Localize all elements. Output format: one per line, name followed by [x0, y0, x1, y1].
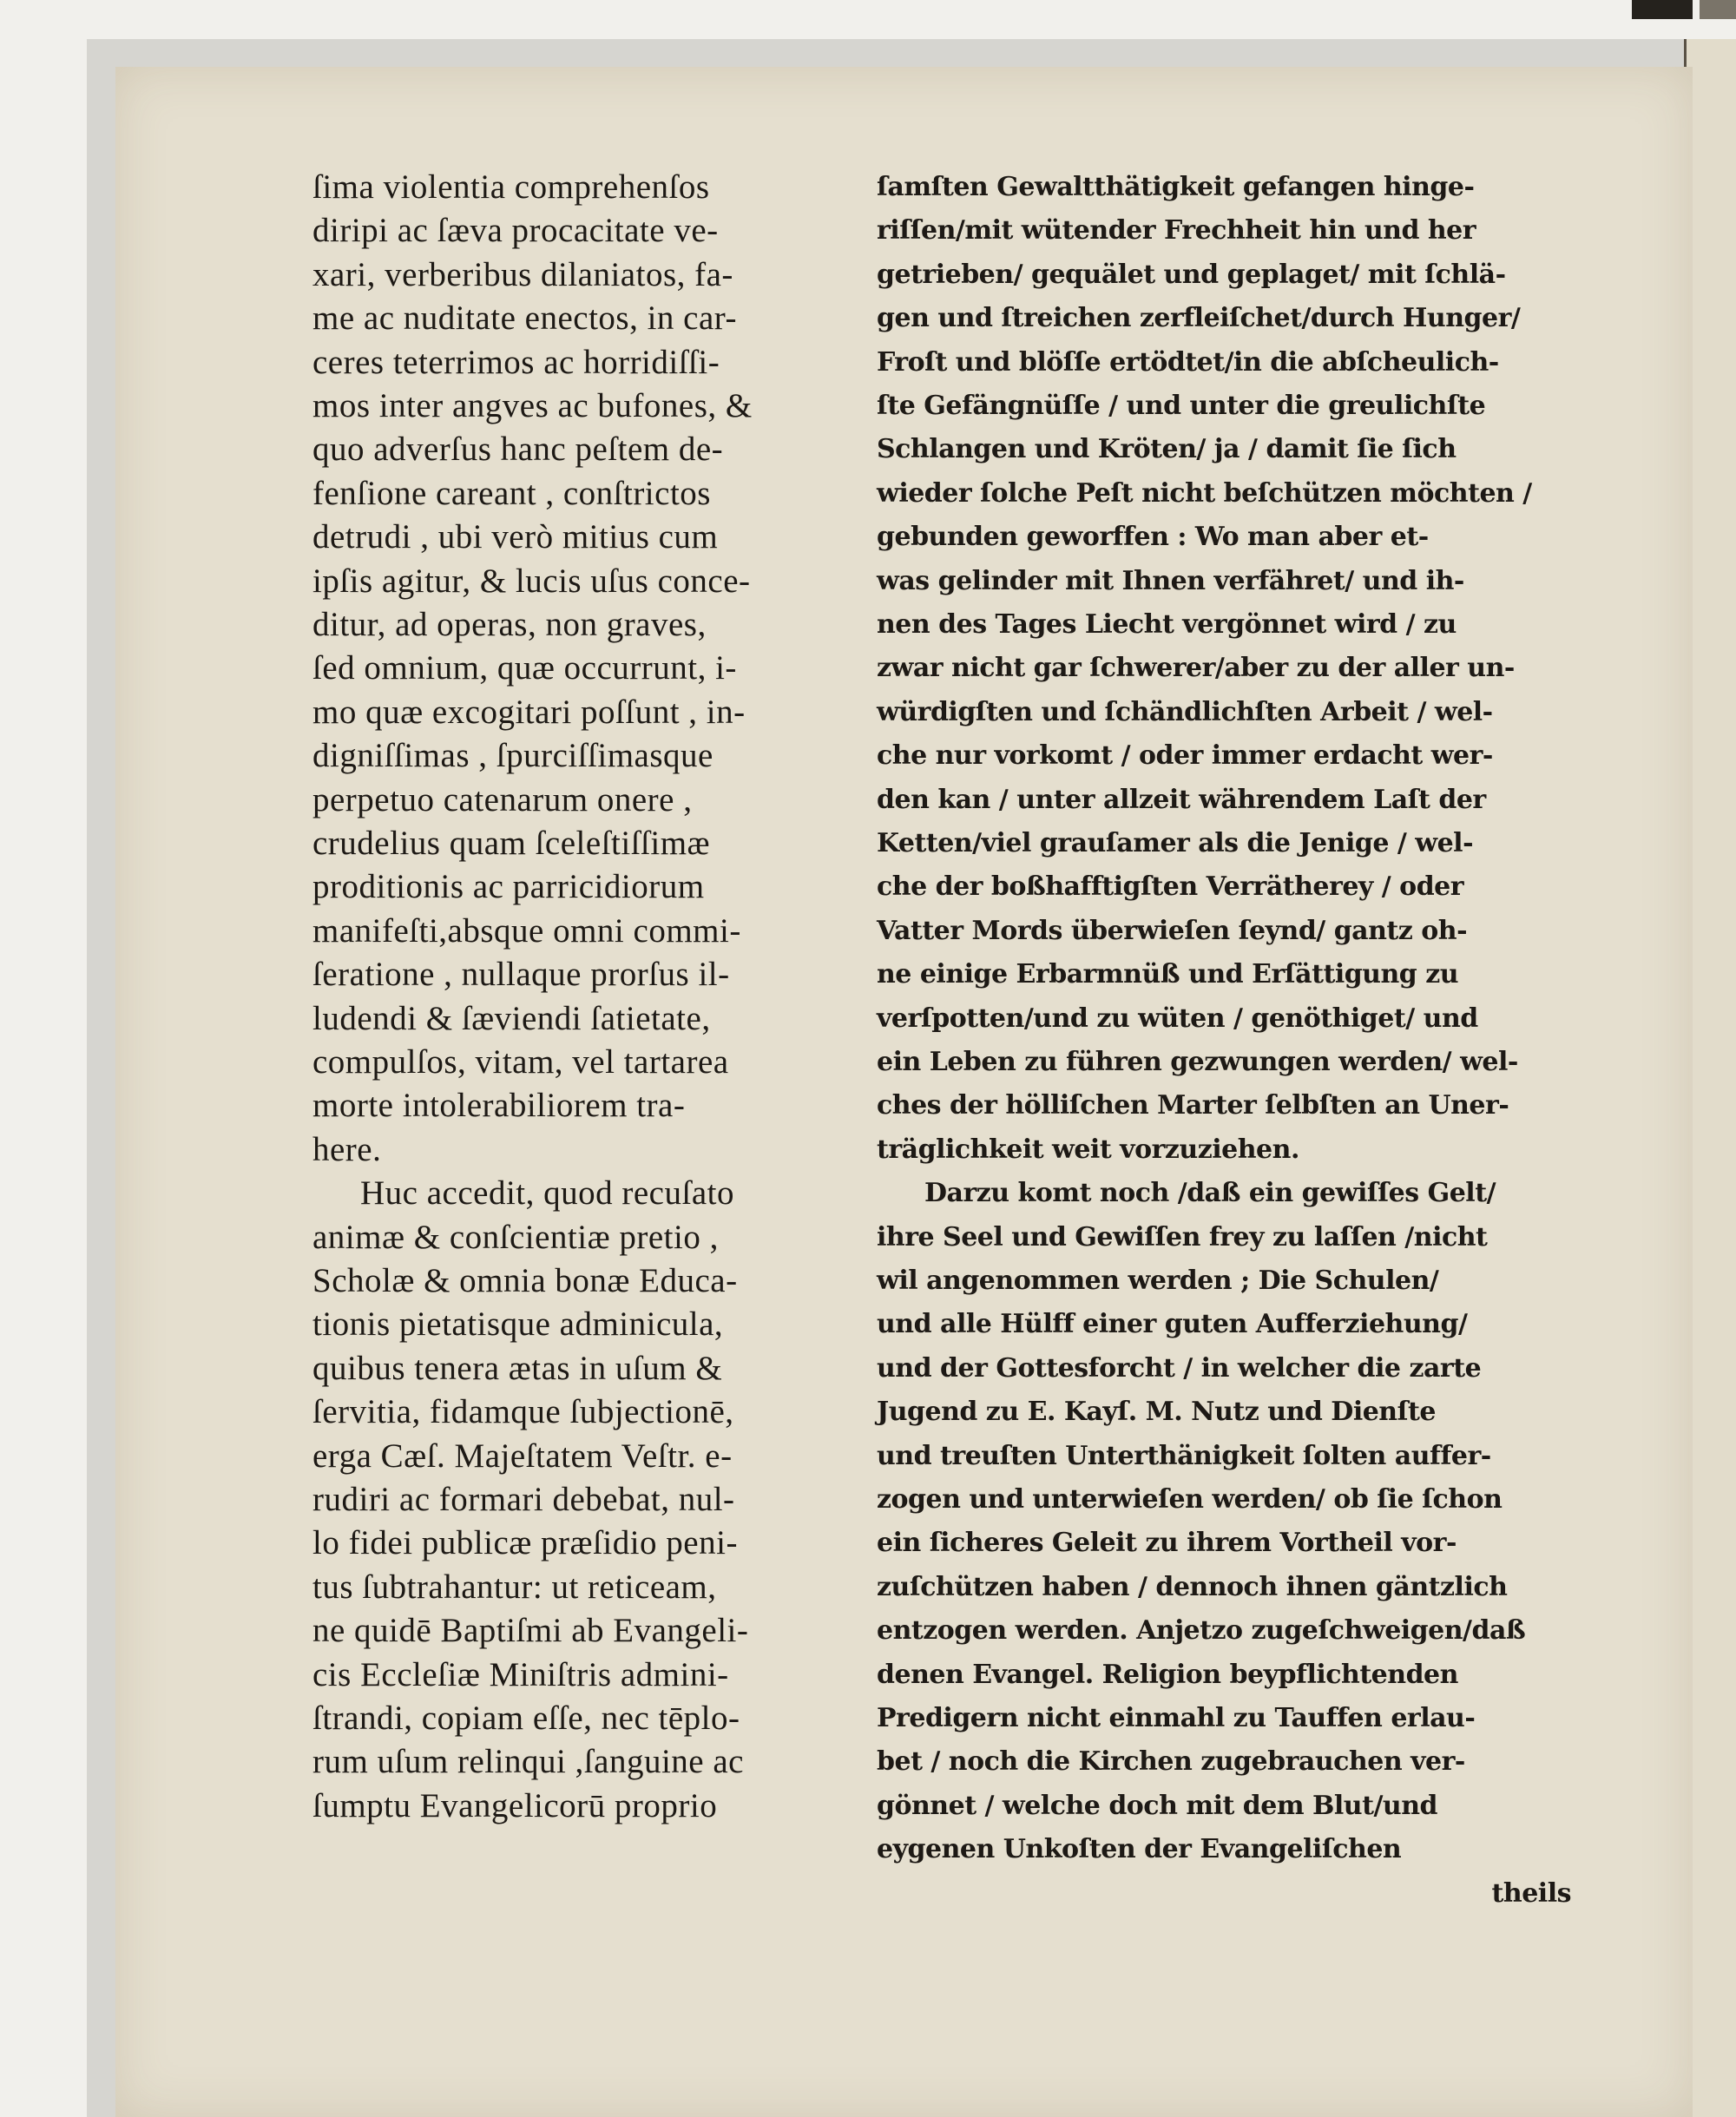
text-line: morte intolerabiliorem tra-: [312, 1087, 686, 1125]
text-line: eygenen Unkoſten der Evangeliſchen: [877, 1834, 1402, 1865]
text-line: here.: [312, 1130, 382, 1168]
text-line: zuſchützen haben / dennoch ihnen gäntzlich: [877, 1571, 1508, 1602]
text-line: und alle Hülff einer guten Aufferziehung/: [877, 1309, 1468, 1340]
text-line: ein ſicheres Geleit zu ihrem Vortheil vor-: [877, 1528, 1457, 1559]
text-line: ne einige Erbarmnüß und Erſättigung zu: [877, 959, 1459, 990]
text-line: proditionis ac parricidiorum: [312, 868, 705, 906]
text-line: Schlangen und Kröten/ ja / damit ſie ſich: [877, 434, 1457, 465]
text-line: Froſt und blöſſe ertödtet/in die abſcheulich-: [877, 346, 1499, 378]
text-line: quo adverſus hanc peſtem de-: [312, 431, 724, 469]
text-line: Scholæ & omnia bonæ Educa-: [312, 1262, 738, 1299]
text-line: Jugend zu E. Kayſ. M. Nutz und Dienſte: [877, 1397, 1436, 1428]
text-line: lo fidei publicæ præſidio peni-: [312, 1524, 738, 1562]
text-line: manifeſti,absque omni commi-: [312, 911, 741, 950]
text-line: ludendi & ſæviendi ſatietate,: [312, 999, 711, 1037]
text-line: zwar nicht gar ſchwerer/aber zu der aller un-: [877, 653, 1515, 684]
text-line: gen und ſtreichen zerfleiſchet/durch Hunger/: [877, 303, 1521, 334]
text-line: ſed omnium, quæ occurrunt, i-: [312, 649, 737, 687]
text-line: xari, verberibus dilaniatos, fa-: [312, 255, 733, 293]
text-line: Huc accedit, quod recuſato: [360, 1174, 734, 1213]
text-line: ſima violentia comprehenſos: [312, 168, 710, 206]
text-line: ditur, ad operas, non graves,: [312, 606, 707, 643]
scan-edge-dark: [1632, 0, 1693, 19]
text-line: verſpotten/und zu wüten / genöthiget/ und: [877, 1003, 1478, 1034]
text-line: ſamſten Gewaltthätigkeit gefangen hinge-: [877, 172, 1475, 202]
text-line: träglichkeit weit vorzuziehen.: [877, 1134, 1299, 1165]
text-line: animæ & conſcientiæ pretio ,: [312, 1218, 719, 1256]
text-line: mo quæ excogitari poſſunt , in-: [312, 693, 746, 731]
text-line: mos inter angves ac bufones, &: [312, 387, 753, 424]
text-line: perpetuo catenarum onere ,: [312, 780, 693, 819]
text-line: entzogen werden. Anjetzo zugeſchweigen/daß: [877, 1615, 1526, 1647]
text-line: riſſen/mit wütender Frechheit hin und her: [877, 215, 1476, 247]
text-line: Predigern nicht einmahl zu Tauffen erlau-: [877, 1703, 1476, 1733]
text-line: wil angenommen werden ; Die Schulen/: [877, 1266, 1439, 1296]
text-line: was gelinder mit Ihnen verfähret/ und ih-: [877, 565, 1464, 596]
text-line: zogen und unterwieſen werden/ ob ſie ſchon: [877, 1484, 1503, 1515]
text-line: ſeratione , nullaque prorſus il-: [312, 956, 730, 994]
text-line: getrieben/ gequälet und geplaget/ mit ſchlä-: [877, 259, 1506, 290]
text-line: rudiri ac formari debebat, nul-: [312, 1481, 735, 1518]
text-line: me ac nuditate enectos, in car-: [312, 299, 737, 338]
text-line: würdigſten und ſchändlichſten Arbeit / wel-: [877, 696, 1493, 727]
text-line: ne quidē Baptiſmi ab Evangeli-: [312, 1612, 749, 1650]
text-line: nen des Tages Liecht vergönnet wird / zu: [877, 609, 1457, 640]
text-line: ipſis agitur, & lucis uſus conce-: [312, 562, 751, 600]
text-line: und treuſten Unterthänigkeit ſolten auffer-: [877, 1440, 1491, 1471]
text-line: crudelius quam ſceleſtiſſimæ: [312, 825, 711, 862]
text-line: compulſos, vitam, vel tartarea: [312, 1043, 729, 1081]
text-line: ſte Gefängnüſſe / und unter die greulichſte: [877, 391, 1486, 421]
text-line: den kan / unter allzeit währendem Laſt der: [877, 784, 1486, 815]
text-line: tionis pietatisque adminicula,: [312, 1305, 724, 1344]
text-line: ſervitia, fidamque ſubjectionē,: [312, 1393, 734, 1431]
text-line: Vatter Mords überwieſen ſeynd/ gantz oh-: [877, 915, 1468, 946]
text-line: Darzu komt noch /daß ein gewiſſes Gelt/: [924, 1178, 1496, 1209]
text-line: ſumptu Evangelicorū proprio: [312, 1786, 718, 1824]
text-line: wieder ſolche Peſt nicht beſchützen möchten /: [877, 477, 1532, 509]
text-line: rum uſum relinqui ,ſanguine ac: [312, 1743, 744, 1781]
text-line: Ketten/viel grauſamer als die Jenige / wel-: [877, 828, 1474, 858]
text-line: theils: [1491, 1877, 1571, 1909]
text-line: ein Leben zu führen gezwungen werden/ wel-: [877, 1047, 1518, 1077]
text-line: denen Evangel. Religion beypflichtenden: [877, 1659, 1458, 1690]
text-line: che der boßhafftigſten Verrätherey / oder: [877, 871, 1464, 903]
text-line: che nur vorkomt / oder immer erdacht wer-: [877, 740, 1493, 772]
text-line: detrudi , ubi verò mitius cum: [312, 518, 719, 556]
scan-edge-gray: [1700, 0, 1736, 19]
text-line: quibus tenera ætas in uſum &: [312, 1349, 723, 1387]
text-line: tus ſubtrahantur: ut reticeam,: [312, 1568, 717, 1606]
text-line: ches der hölliſchen Marter ſelbſten an Uner-: [877, 1090, 1509, 1121]
text-line: gebunden geworffen : Wo man aber et-: [877, 522, 1429, 553]
text-line: ceres teterrimos ac horridiſſi-: [312, 343, 720, 381]
text-line: digniſſimas , ſpurciſſimasque: [312, 737, 713, 775]
text-line: ſtrandi, copiam eſſe, nec tēplo-: [312, 1700, 740, 1737]
text-line: fenſione careant , conſtrictos: [312, 474, 711, 512]
text-line: erga Cæſ. Majeſtatem Veſtr. e-: [312, 1437, 733, 1475]
text-line: bet / noch die Kirchen zugebrauchen ver-: [877, 1746, 1465, 1778]
text-line: ihre Seel und Gewiſſen frey zu laſſen /nicht: [877, 1221, 1488, 1252]
text-line: gönnet / welche doch mit dem Blut/und: [877, 1790, 1437, 1821]
text-line: und der Gottesforcht / in welcher die zarte: [877, 1352, 1482, 1384]
text-line: diripi ac ſæva procacitate ve-: [312, 212, 719, 250]
text-line: cis Eccleſiæ Miniſtris admini-: [312, 1655, 729, 1693]
